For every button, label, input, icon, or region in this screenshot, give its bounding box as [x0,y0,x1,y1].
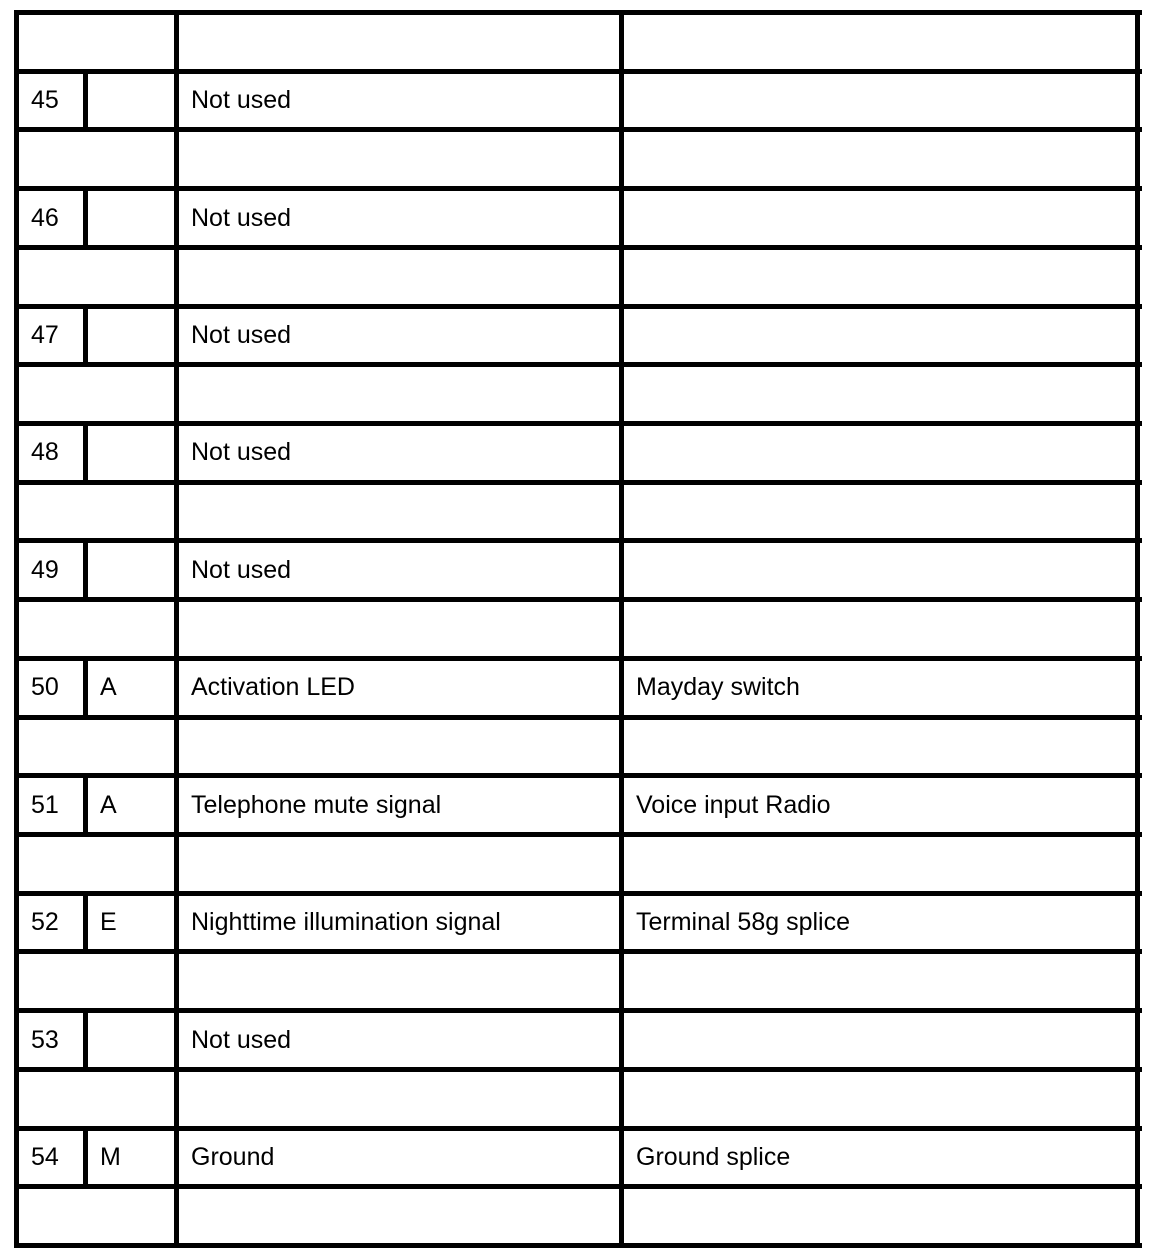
wire-code [100,1014,173,1066]
connection [636,1014,1134,1066]
row-divider [16,245,1142,250]
row-divider [16,832,1142,837]
wire-code [100,74,173,126]
table-right-border [1135,10,1140,1248]
row-divider [16,597,1142,602]
pin-number: 50 [31,673,59,701]
row-divider [16,362,1142,367]
wire-code: M [100,1143,121,1171]
row-divider [16,127,1142,132]
pin-number: 53 [31,1026,59,1054]
signal-function: Nighttime illumination signal [191,908,501,936]
pin-number: 47 [31,321,59,349]
column-divider [619,10,624,1248]
connection: Mayday switch [636,673,800,701]
row-divider [16,1067,1142,1072]
row-divider [16,10,1142,15]
pin-code-divider [83,71,88,130]
row-divider [16,1243,1142,1248]
connection [636,426,1134,478]
signal-function: Not used [191,204,292,232]
row-divider [16,949,1142,954]
pin-number: 46 [31,204,59,232]
connection [636,74,1134,126]
connection: Voice input Radio [636,791,831,819]
pin-code-divider [83,540,88,599]
pin-number: 45 [31,86,59,114]
wire-code [100,309,173,361]
row-divider [16,773,1142,778]
wire-code [100,544,173,596]
wire-code: E [100,908,117,936]
wire-code: A [100,673,117,701]
signal-function: Not used [191,556,292,584]
pin-number: 48 [31,438,59,466]
wire-code: A [100,791,117,819]
row-divider [16,1184,1142,1189]
signal-function: Activation LED [191,673,355,701]
row-divider [16,186,1142,191]
wire-code [100,192,173,244]
connection [636,192,1134,244]
wire-code [100,426,173,478]
pin-code-divider [83,188,88,247]
signal-function: Not used [191,321,292,349]
pin-code-divider [83,1128,88,1187]
column-divider [174,10,179,1248]
signal-function: Not used [191,86,292,114]
row-divider [16,538,1142,543]
row-divider [16,480,1142,485]
connection: Ground splice [636,1143,791,1171]
row-divider [16,715,1142,720]
connection [636,309,1134,361]
connection: Terminal 58g splice [636,908,850,936]
pin-code-divider [83,658,88,717]
connection [636,544,1134,596]
row-divider [16,1008,1142,1013]
pin-code-divider [83,1010,88,1069]
pin-code-divider [83,893,88,952]
signal-function: Not used [191,438,292,466]
pin-code-divider [83,423,88,482]
pin-code-divider [83,306,88,365]
signal-function: Ground [191,1143,275,1171]
signal-function: Not used [191,1026,292,1054]
signal-function: Telephone mute signal [191,791,442,819]
pin-number: 52 [31,908,59,936]
pin-number: 49 [31,556,59,584]
table-left-border [14,10,19,1248]
pin-code-divider [83,775,88,834]
pin-number: 54 [31,1143,59,1171]
pin-number: 51 [31,791,59,819]
